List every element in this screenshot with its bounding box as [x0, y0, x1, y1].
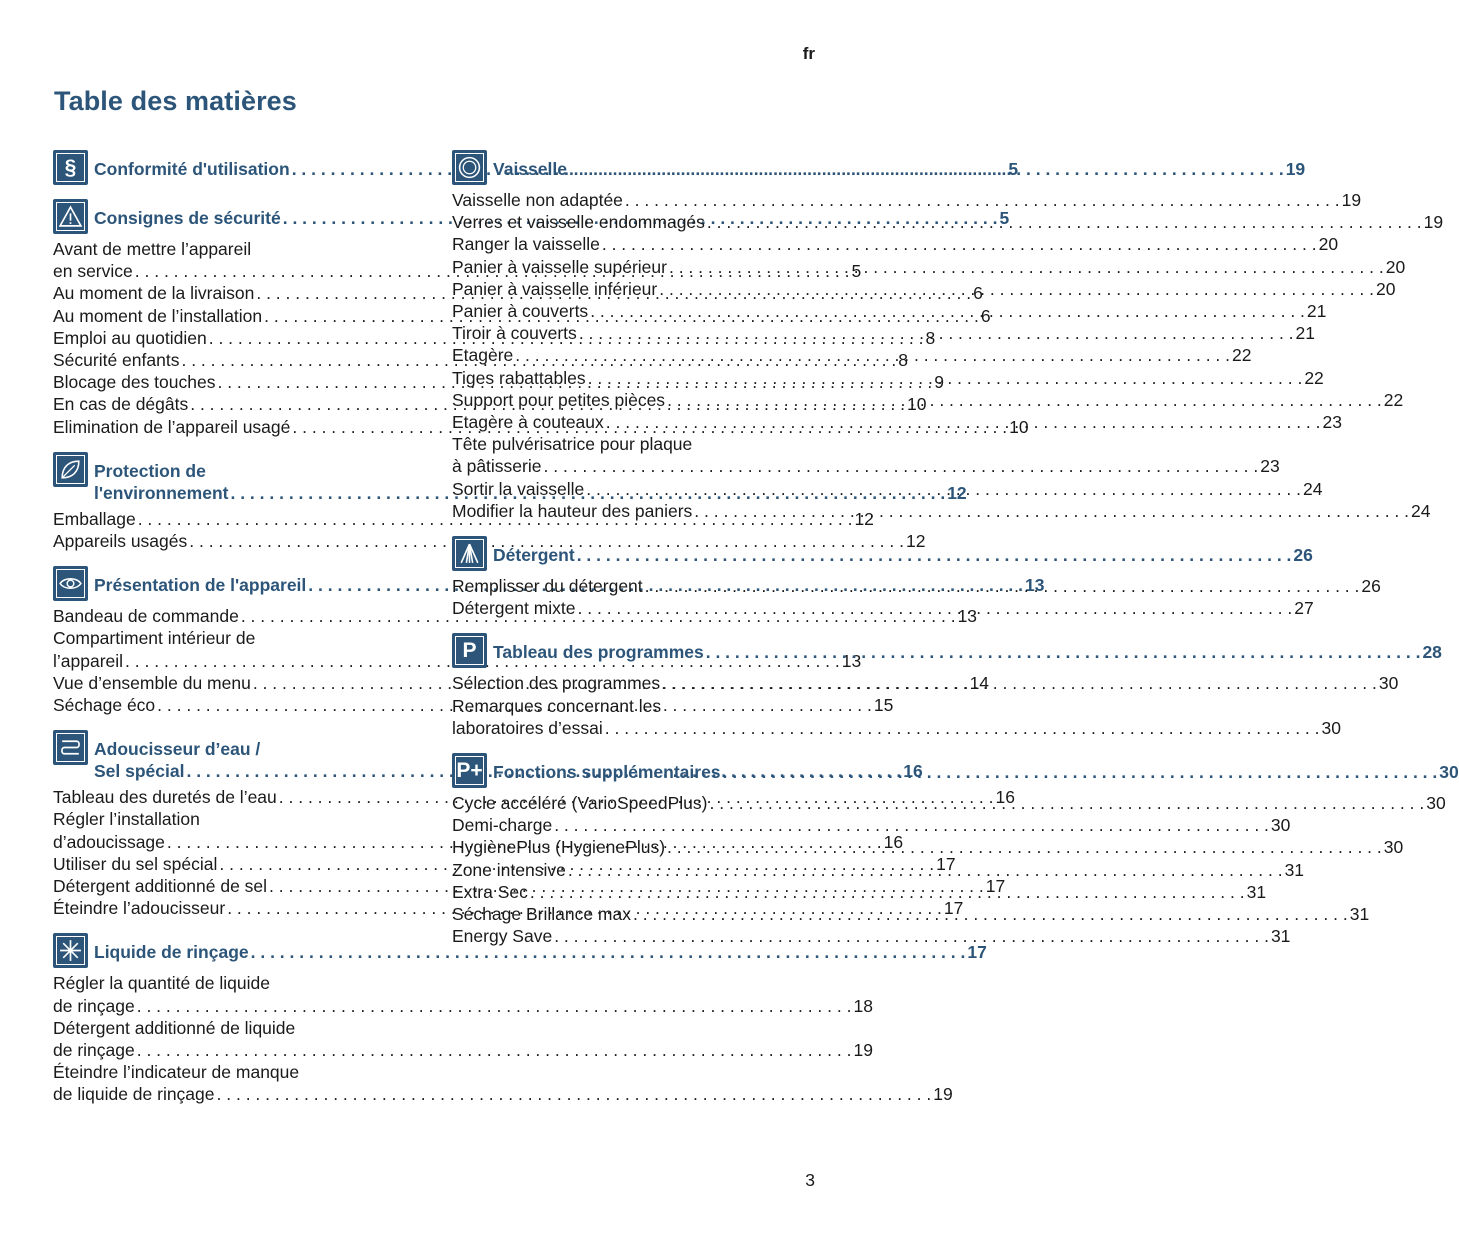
entry-page-number: 21	[1295, 323, 1316, 344]
entry-row[interactable]	[452, 455, 1280, 477]
toc-entry[interactable]	[452, 344, 1252, 366]
entry-page-number: 15	[873, 695, 894, 716]
entry-title: Etagère	[452, 345, 514, 366]
entry-page-number: 28	[1422, 642, 1442, 663]
entry-title: Energy Save	[452, 926, 553, 947]
entry-title: Support pour petites pièces	[452, 389, 666, 410]
entry-page-number: 9	[934, 372, 944, 393]
entry-page-number: 30	[1321, 717, 1341, 738]
program-p-icon: P	[452, 633, 487, 668]
dot-leader	[215, 1083, 934, 1105]
entry-page-number: 30	[1426, 793, 1446, 814]
entry-page-number: 17	[943, 898, 964, 919]
entry-page-number: 13	[1025, 575, 1045, 596]
entry-title: Sel spécial	[94, 761, 185, 782]
entry-page-number: 18	[853, 995, 873, 1016]
entry-title: laboratoires d’essai	[452, 717, 603, 738]
entry-title: Présentation de l'appareil	[94, 575, 307, 596]
entry-page-number: 16	[995, 787, 1015, 808]
entry-title-line: Compartiment intérieur de	[53, 628, 256, 649]
entry-page-number: 19	[1423, 212, 1444, 233]
toc-entry[interactable]	[452, 433, 1280, 477]
entry-title: Elimination de l’appareil usagé	[53, 416, 291, 437]
entry-page-number: 24	[1303, 478, 1323, 499]
entry-title-line: Régler l’installation	[53, 809, 200, 830]
entry-row[interactable]	[452, 233, 1339, 255]
entry-row[interactable]	[53, 530, 926, 552]
entry-page-number: 20	[1318, 234, 1339, 255]
entry-row[interactable]	[452, 300, 1327, 322]
entry-title: Appareils usagés	[53, 531, 188, 552]
entry-title: Conformité d'utilisation	[94, 159, 290, 179]
entry-title: Tableau des duretés de l’eau	[53, 787, 277, 808]
toc-entry[interactable]	[452, 300, 1327, 322]
entry-title: Au moment de la livraison	[53, 283, 255, 304]
toc-entry[interactable]	[452, 256, 1406, 278]
dot-leader	[567, 158, 1286, 180]
entry-title: Modifier la hauteur des paniers	[452, 500, 693, 521]
entry-title: Tableau des programmes	[493, 642, 704, 663]
entry-page-number: 22	[1232, 345, 1252, 366]
dot-leader	[513, 344, 1232, 366]
toc-entry[interactable]	[53, 530, 926, 552]
dot-leader	[603, 717, 1322, 739]
entry-title: Détergent	[493, 545, 575, 566]
dot-leader	[586, 367, 1305, 389]
entry-title: Emballage	[53, 508, 136, 529]
entry-page-number: 31	[1284, 859, 1305, 880]
entry-row[interactable]	[53, 1039, 873, 1061]
entry-page-number: 26	[1361, 576, 1381, 597]
leaf-icon	[53, 452, 88, 487]
dot-leader	[577, 322, 1296, 344]
entry-page-number: 8	[898, 350, 908, 371]
entry-title: Panier à couverts	[452, 301, 589, 322]
entry-title-line: Tête pulvérisatrice pour plaque	[452, 434, 693, 455]
entry-page-number: 20	[1385, 256, 1406, 277]
entry-title-line: Remarques concernant les	[452, 695, 662, 716]
entry-page-number: 5	[999, 208, 1010, 228]
entry-page-number: 30	[1270, 815, 1291, 836]
toc-entry[interactable]	[452, 925, 1291, 947]
dot-leader	[705, 211, 1424, 233]
toc-entry[interactable]	[452, 278, 1396, 300]
toc-entry[interactable]	[53, 972, 873, 1016]
entry-title: Sélection des programmes	[452, 673, 661, 694]
entry-title: Bandeau de commande	[53, 606, 239, 627]
entry-title: Adoucisseur d’eau /	[94, 739, 261, 760]
toc-entry[interactable]	[452, 233, 1339, 255]
entry-page-number: 24	[1411, 500, 1431, 521]
entry-page-number: 12	[947, 482, 967, 503]
entry-title: Séchage éco	[53, 695, 156, 716]
entry-title: l'environnement	[94, 482, 229, 503]
entry-title: Extra Sec	[452, 881, 528, 902]
entry-title: Éteindre l’adoucisseur	[53, 898, 226, 919]
entry-page-number: 27	[1294, 598, 1314, 619]
entry-page-number: 14	[969, 672, 990, 693]
entry-page-number: 30	[1439, 762, 1459, 783]
language-code: fr	[802, 44, 815, 63]
entry-title: Tiges rabattables	[452, 367, 586, 388]
entry-page-number: 16	[883, 831, 904, 852]
section-heading-line[interactable]	[493, 544, 1313, 566]
entry-title: de rinçage	[53, 1040, 135, 1061]
entry-page-number: 31	[1246, 881, 1267, 902]
toc-entry[interactable]	[53, 1061, 953, 1105]
entry-title: Sortir la vaisselle	[452, 478, 585, 499]
toc-entry[interactable]	[452, 211, 1444, 233]
entry-title: l’appareil	[53, 650, 124, 671]
section-heading-lines	[493, 150, 1305, 180]
entry-title: Détergent mixte	[452, 598, 576, 619]
entry-title: à pâtisserie	[452, 456, 542, 477]
entry-row[interactable]	[53, 995, 873, 1017]
entry-page-number: 19	[853, 1040, 873, 1061]
entry-page-number: 8	[925, 327, 936, 348]
dot-leader	[552, 925, 1271, 947]
dot-leader	[542, 455, 1261, 477]
dot-leader	[576, 597, 1295, 619]
entry-page-number: 21	[1306, 301, 1327, 322]
eye-icon	[53, 566, 88, 601]
entry-page-number: 17	[936, 853, 956, 874]
dot-leader	[660, 672, 1379, 694]
dot-leader	[665, 389, 1384, 411]
entry-page-number: 23	[1260, 456, 1280, 477]
entry-title: Vue d’ensemble du menu	[53, 672, 251, 693]
entry-title: Consignes de sécurité	[94, 208, 281, 228]
entry-title: d’adoucissage	[53, 831, 165, 852]
page-title: Table des matières	[54, 86, 297, 116]
entry-row[interactable]	[452, 189, 1362, 211]
dot-leader	[667, 256, 1386, 278]
entry-row[interactable]	[452, 256, 1406, 278]
dot-leader	[588, 300, 1307, 322]
entry-title: Emploi au quotidien	[53, 327, 207, 348]
entry-title-line: Régler la quantité de liquide	[53, 973, 270, 994]
section-heading-lines	[493, 633, 1442, 663]
entry-row[interactable]	[452, 322, 1316, 344]
entry-title: Remplisser du détergent	[452, 576, 643, 597]
entry-page-number: 5	[1008, 159, 1019, 179]
entry-title: Protection de	[94, 460, 206, 481]
entry-row[interactable]	[452, 367, 1324, 389]
entry-title: Fonctions supplémentaires	[493, 762, 721, 783]
entry-title: Utiliser du sel spécial	[53, 853, 218, 874]
dot-leader	[584, 478, 1303, 500]
entry-row[interactable]	[452, 814, 1291, 836]
detergent-spray-icon	[452, 536, 487, 571]
dot-leader	[135, 995, 854, 1017]
section-heading-lines	[493, 536, 1313, 566]
dot-leader	[566, 859, 1285, 881]
dot-leader	[631, 903, 1350, 925]
entry-title-line: Avant de mettre l’appareil	[53, 239, 252, 259]
entry-row[interactable]	[452, 211, 1444, 233]
entry-row[interactable]	[452, 344, 1252, 366]
dot-leader	[692, 500, 1411, 522]
entry-title: Panier à vaisselle supérieur	[452, 256, 667, 277]
plate-icon	[452, 150, 487, 185]
section-heading-line[interactable]	[493, 641, 1442, 663]
entry-page-number: 10	[1009, 416, 1029, 437]
dot-leader	[135, 1039, 854, 1061]
entry-title: Demi-charge	[452, 815, 553, 836]
entry-page-number: 30	[1383, 837, 1404, 858]
warning-triangle-icon	[53, 199, 88, 234]
entry-page-number: 19	[933, 1084, 953, 1105]
section-heading-line[interactable]	[493, 761, 1459, 783]
p-plus-icon: P+	[452, 753, 487, 788]
entry-title: HygiènePlus (HygienePlus)	[452, 837, 666, 858]
entry-page-number: 22	[1383, 389, 1404, 410]
toc-entry[interactable]	[452, 814, 1291, 836]
dot-leader	[600, 233, 1319, 255]
entry-page-number: 12	[905, 531, 926, 552]
entry-page-number: 13	[841, 650, 862, 671]
entry-page-number: 17	[967, 942, 987, 963]
entry-page-number: 6	[980, 305, 991, 326]
entry-title: Etagère à couteaux	[452, 412, 604, 433]
section-heading-lines	[493, 753, 1459, 783]
dot-leader	[623, 189, 1342, 211]
entry-title: Au moment de l’installation	[53, 305, 263, 326]
entry-title-line: Éteindre l’indicateur de manque	[53, 1062, 300, 1083]
dot-leader	[721, 761, 1440, 783]
entry-page-number: 26	[1293, 545, 1313, 566]
entry-title: Zone intensive	[452, 859, 566, 880]
dot-leader	[552, 814, 1271, 836]
entry-row[interactable]	[452, 925, 1291, 947]
entry-title: de liquide de rinçage	[53, 1084, 215, 1105]
dot-leader	[575, 544, 1294, 566]
entry-row[interactable]	[452, 717, 1341, 739]
entry-page-number: 31	[1349, 904, 1370, 925]
toc-entry[interactable]	[53, 1017, 873, 1061]
entry-title: Tiroir à couverts	[452, 323, 577, 344]
entry-page-number: 19	[1285, 159, 1306, 179]
dot-leader	[604, 411, 1323, 433]
paragraph-hand-icon: §	[53, 150, 88, 185]
toc-entry[interactable]	[452, 322, 1316, 344]
entry-page-number: 12	[854, 508, 874, 529]
entry-page-number: 5	[851, 261, 862, 282]
entry-title: Cycle accéléré (VarioSpeedPlus)	[452, 793, 708, 814]
entry-title: Sécurité enfants	[53, 350, 180, 371]
entry-page-number: 22	[1304, 367, 1324, 388]
entry-page-number: 19	[1341, 190, 1362, 210]
toc-entry[interactable]	[452, 367, 1324, 389]
entry-page-number: 30	[1378, 673, 1399, 694]
dot-leader	[643, 575, 1362, 597]
entry-title-line: Détergent additionné de liquide	[53, 1017, 296, 1038]
dot-leader	[704, 641, 1423, 663]
page-number: 3	[805, 1170, 815, 1190]
entry-title: Vaisselle non adaptée	[452, 190, 623, 210]
entry-page-number: 10	[906, 394, 927, 415]
entry-title: Séchage Brillance max	[452, 904, 631, 925]
rinse-aid-sparkle-icon	[53, 933, 88, 968]
entry-title: de rinçage	[53, 995, 135, 1016]
entry-page-number: 17	[985, 876, 1006, 897]
entry-title: en service	[53, 261, 133, 282]
toc-entry[interactable]	[452, 189, 1362, 211]
entry-row[interactable]	[452, 278, 1396, 300]
entry-title: Vaisselle	[493, 159, 567, 179]
dot-leader	[528, 881, 1247, 903]
dot-leader	[657, 278, 1376, 300]
entry-page-number: 6	[973, 283, 983, 304]
entry-page-number: 20	[1375, 278, 1396, 299]
entry-title: En cas de dégâts	[53, 394, 189, 415]
entry-title: Blocage des touches	[53, 372, 216, 393]
dot-leader	[665, 836, 1384, 858]
entry-page-number: 16	[903, 761, 923, 782]
entry-page-number: 13	[957, 606, 978, 627]
entry-title: Panier à vaisselle inférieur	[452, 278, 658, 299]
entry-title: Liquide de rinçage	[94, 942, 249, 963]
entry-title: Détergent additionné de sel	[53, 876, 268, 897]
entry-page-number: 31	[1270, 926, 1291, 947]
dot-leader	[708, 792, 1427, 814]
entry-title: Verres et vaisselle endommagés	[452, 212, 705, 233]
section-heading-line[interactable]	[493, 158, 1305, 180]
entry-row[interactable]	[53, 1083, 953, 1105]
entry-page-number: 23	[1322, 412, 1342, 433]
section-heading[interactable]	[452, 150, 1306, 185]
water-softener-icon	[53, 730, 88, 765]
entry-title: Ranger la vaisselle	[452, 234, 600, 255]
